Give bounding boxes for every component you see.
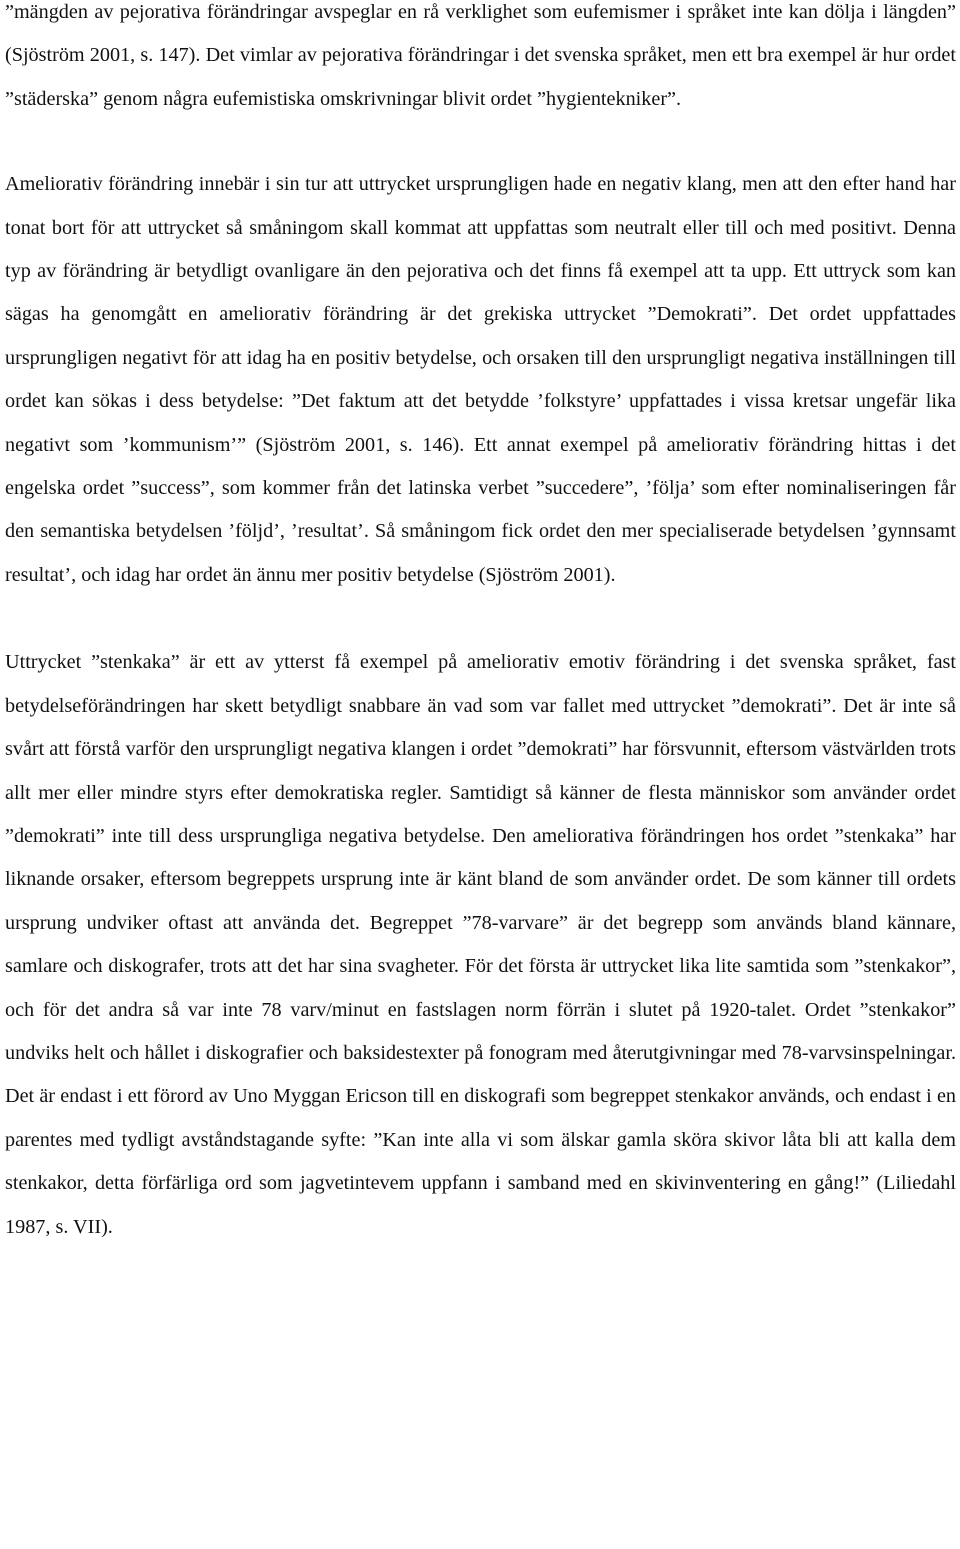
paragraph-stenkaka: Uttrycket ”stenkaka” är ett av ytterst få exempel på ameliorativ emotiv förändring i det svenska språket, fast betydelseförändringen har skett betydligt snabbare än vad som var fallet med uttrycket ”demokrati”. Det är inte så svårt att förstå varför den ursprungligt negativa klangen i ordet ”demokrati” har försvunnit, eftersom västvärlden trots allt mer eller mindre styrs efter demokratiska regler. Samtidigt så känner de flesta människor som använder ordet ”demokrati” inte till dess ursprungliga negativa betydelse. Den ameliorativa förändringen hos ordet ”stenkaka” har liknande orsaker, eftersom begreppets ursprung inte är känt bland de som använder ordet. De som känner till ordets ursprung undviker oftast att använda det. Begreppet ”78-varvare” är det begrepp som används bland kännare, samlare och diskografer, trots att det har sina svagheter. För det första är uttrycket lika lite samtida som ”stenkakor”, och för det andra så var inte 78 varv/minut en fastslagen norm förrän i slutet på 1920-talet. Ordet ”stenkakor” undviks helt och hållet i diskografier och baksidestexter på fonogram med återutgivningar med 78-varvsinspelningar. Det är endast i ett förord av Uno Myggan Ericson till en diskografi som begreppet stenkakor används, och endast i en parentes med tydligt avståndstagande syfte: ”Kan inte alla vi som älskar gamla sköra skivor låta bli att kalla dem stenkakor, detta förfärliga ord som jagvetintevem uppfann i samband med en skivinventering en gång!” (Liliedahl 1987, s. VII).: [5, 651, 956, 1238]
document-page: [5, 0, 956, 1249]
paragraph-ameliorative-change: Ameliorativ förändring innebär i sin tur att uttrycket ursprungligen hade en negativ klang, men att den efter hand har tonat bort för att uttrycket så småningom skall kommat att uppfattas som neutralt eller till och med positivt. Denna typ av förändring är betydligt ovanligare än den pejorativa och det finns få exempel att ta upp. Ett uttryck som kan sägas ha genomgått en ameliorativ förändring är det grekiska uttrycket ”Demokrati”. Det ordet uppfattades ursprungligen negativt för att idag ha en positiv betydelse, och orsaken till den ursprungligt negativa inställningen till ordet kan sökas i dess betydelse: ”Det faktum att det betydde ’folkstyre’ uppfattades i vissa kretsar ungefär lika negativt som ’kommunism’” (Sjöström 2001, s. 146). Ett annat exempel på ameliorativ förändring hittas i det engelska ordet ”success”, som kommer från det latinska verbet ”succedere”, ’följa’ som efter nominaliseringen får den semantiska betydelsen ’följd’, ’resultat’. Så småningom fick ordet den mer specialiserade betydelsen ’gynnsamt resultat’, och idag har ordet än ännu mer positiv betydelse (Sjöström 2001).: [5, 173, 956, 586]
paragraph-pejorative-summary: ”mängden av pejorativa förändringar avspeglar en rå verklighet som eufemismer i språket inte kan dölja i längden” (Sjöström 2001, s. 147). Det vimlar av pejorativa förändringar i det svenska språket, men ett bra exempel är hur ordet ”städerska” genom några eufemistiska omskrivningar blivit ordet ”hygientekniker”.: [5, 1, 956, 110]
